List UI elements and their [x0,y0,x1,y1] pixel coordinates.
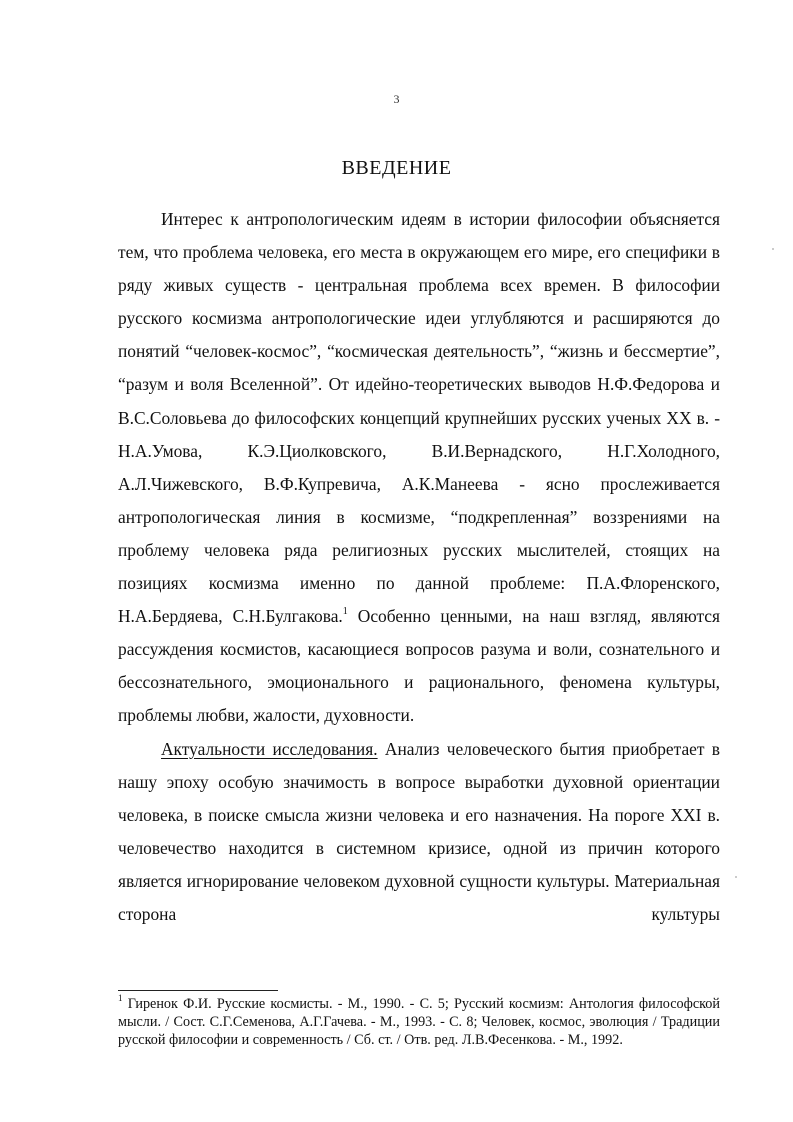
paragraph-1-text: Интерес к антропологическим идеям в истории философии объясняется тем, что проблема человека, его места в окружающем его мире, его специфики в ряду живых существ - центральная проблема всех времен. В философии русского космизма антропологические идеи углубляются и расширяются до понятий “человек-космос”, “космическая деятельность”, “жизнь и бессмертие”, “разум и воля Вселенной”. От идейно-теоретических выводов Н.Ф.Федорова и В.С.Соловьева до философских концепций крупнейших русских ученых XX в. - Н.А.Умова, К.Э.Циолковского, В.И.Вернадского, Н.Г.Холодного, А.Л.Чижевского, В.Ф.Купревича, А.К.Манеева - ясно прослеживается антропологическая линия в космизме, “подкрепленная” воззрениями на проблему человека ряда религиозных русских мыслителей, стоящих на позициях космизма именно по данной проблеме: П.А.Флоренского, Н.А.Бердяева, С.Н.Булгакова. [118,209,720,627]
footnote-number: 1 [118,993,123,1004]
body-text [118,203,720,931]
page-number: 3 [393,92,400,106]
paragraph-2-text: Анализ человеческого бытия приобретает в нашу эпоху особую значимость в вопросе выработки духовной ориентации человека, в поиске смысла жизни человека и его назначения. На пороге XXI в. человечество находится в системном кризисе, одной из причин которого является игнорирование человеком духовной сущности культуры. Материальная сторона культуры [118,738,721,924]
paragraph-1-continuation: Особенно ценными, на наш взгляд, являются рассуждения космистов, касающиеся вопросов разума и воли, сознательного и бессознательного, эмоционального и рационального, феномена культуры, проблемы любви, жалости, духовности. [118,606,720,726]
relevance-heading: Актуальности исследования. [161,738,378,759]
paragraph-introduction [118,203,720,733]
scan-speck [735,876,737,878]
footnote [118,995,720,1050]
paragraph-relevance [118,733,720,932]
section-title: ВВЕДЕНИЕ [341,157,452,179]
scan-speck [772,248,774,250]
footnote-text: Гиренок Ф.И. Русские космисты. - М., 1990. - С. 5; Русский космизм: Антология философской мысли. / Сост. С.Г.Семенова, А.Г.Гачева. - М., 1993. - С. 8; Человек, космос, эволюция / Традиции русской философии и современность / Сб. ст. / Отв. ред. Л.В.Фесенкова. - М., 1992. [118,996,720,1049]
footnote-divider [118,990,278,991]
footnote-reference[interactable]: 1 [342,606,348,618]
